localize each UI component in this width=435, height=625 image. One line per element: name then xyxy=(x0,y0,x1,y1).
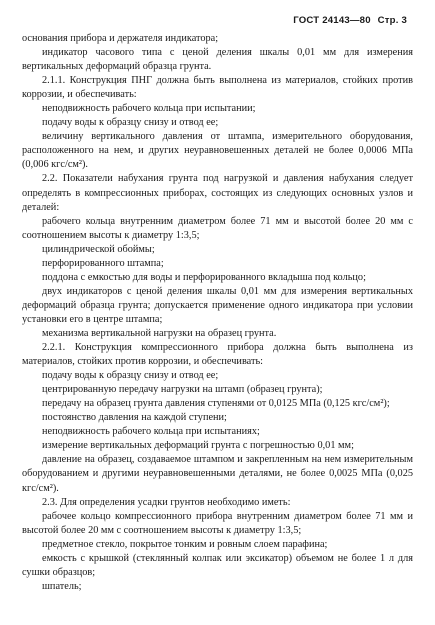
paragraph: 2.2. Показатели набухания грунта под нагрузкой и давления набухания следует определять в компрессионных приборах, состоящих из следующих основных узлов и деталей: xyxy=(22,173,413,213)
paragraph: емкость с крышкой (стеклянный колпак или эксикатор) объемом не более 1 л для сушки образцов; xyxy=(22,552,413,578)
paragraph: рабочее кольцо компрессионного прибора внутренним диаметром более 71 мм и высотой более 20 мм с соотношением высоты к диаметру 1:3,5; xyxy=(22,510,413,536)
paragraph: 2.1.1. Конструкция ПНГ должна быть выполнена из материалов, стойких против коррозии, и обеспечивать: xyxy=(22,75,413,101)
paragraph: перфорированного штампа; xyxy=(42,257,164,269)
paragraph: поддона с емкостью для воды и перфорированного вкладыша под кольцо; xyxy=(42,271,366,283)
paragraph: индикатор часового типа с ценой деления шкалы 0,01 мм для измерения вертикальных деформаций образца грунта. xyxy=(22,47,413,73)
paragraph: 2.3. Для определения усадки грунтов необходимо иметь: xyxy=(42,496,291,508)
paragraph: центрированную передачу нагрузки на штамп (образец грунта); xyxy=(42,384,323,396)
paragraph: двух индикаторов с ценой деления шкалы 0,01 мм для измерения вертикальных деформаций образца грунта; допускается применение одного индикатора при условии установки его в центре штампа; xyxy=(22,285,413,325)
paragraph: механизма вертикальной нагрузки на образец грунта. xyxy=(42,327,277,339)
paragraph: подачу воды к образцу снизу и отвод ее; xyxy=(42,370,219,382)
page-number: Стр. 3 xyxy=(377,15,407,26)
standard-number: ГОСТ 24143—80 xyxy=(293,15,371,26)
paragraph: величину вертикального давления от штампа, измерительного оборудования, расположенного на нем, и других неуравновешенных деталей не более 0,0006 МПа (0,006 кгс/см²). xyxy=(22,131,413,171)
paragraph: измерение вертикальных деформаций грунта с погрешностью 0,01 мм; xyxy=(42,440,354,452)
document-body xyxy=(22,32,413,594)
paragraph: основания прибора и держателя индикатора; xyxy=(22,33,219,44)
paragraph: передачу на образец грунта давления ступенями от 0,0125 МПа (0,125 кгс/см²); xyxy=(42,398,390,410)
paragraph: цилиндрической обоймы; xyxy=(42,243,155,255)
paragraph: подачу воды к образцу снизу и отвод ее; xyxy=(42,117,219,129)
paragraph: неподвижность рабочего кольца при испытаниях; xyxy=(42,426,260,438)
paragraph: шпатель; xyxy=(42,580,82,592)
paragraph: предметное стекло, покрытое тонким и ровным слоем парафина; xyxy=(42,538,328,550)
paragraph: рабочего кольца внутренним диаметром более 71 мм и высотой более 20 мм с соотношением высоты к диаметру 1:3,5; xyxy=(22,215,413,241)
paragraph: 2.2.1. Конструкция компрессионного прибора должна быть выполнена из материалов, стойких против коррозии, и обеспечивать: xyxy=(22,342,413,368)
page-header xyxy=(22,14,407,32)
paragraph: постоянство давления на каждой ступени; xyxy=(42,412,227,424)
paragraph: давление на образец, создаваемое штампом и закрепленным на нем измерительным оборудованием и другими неуравновешенными деталями, не более 0,0025 МПа (0,025 кгс/см²). xyxy=(22,454,413,494)
paragraph: неподвижность рабочего кольца при испытании; xyxy=(42,103,256,115)
